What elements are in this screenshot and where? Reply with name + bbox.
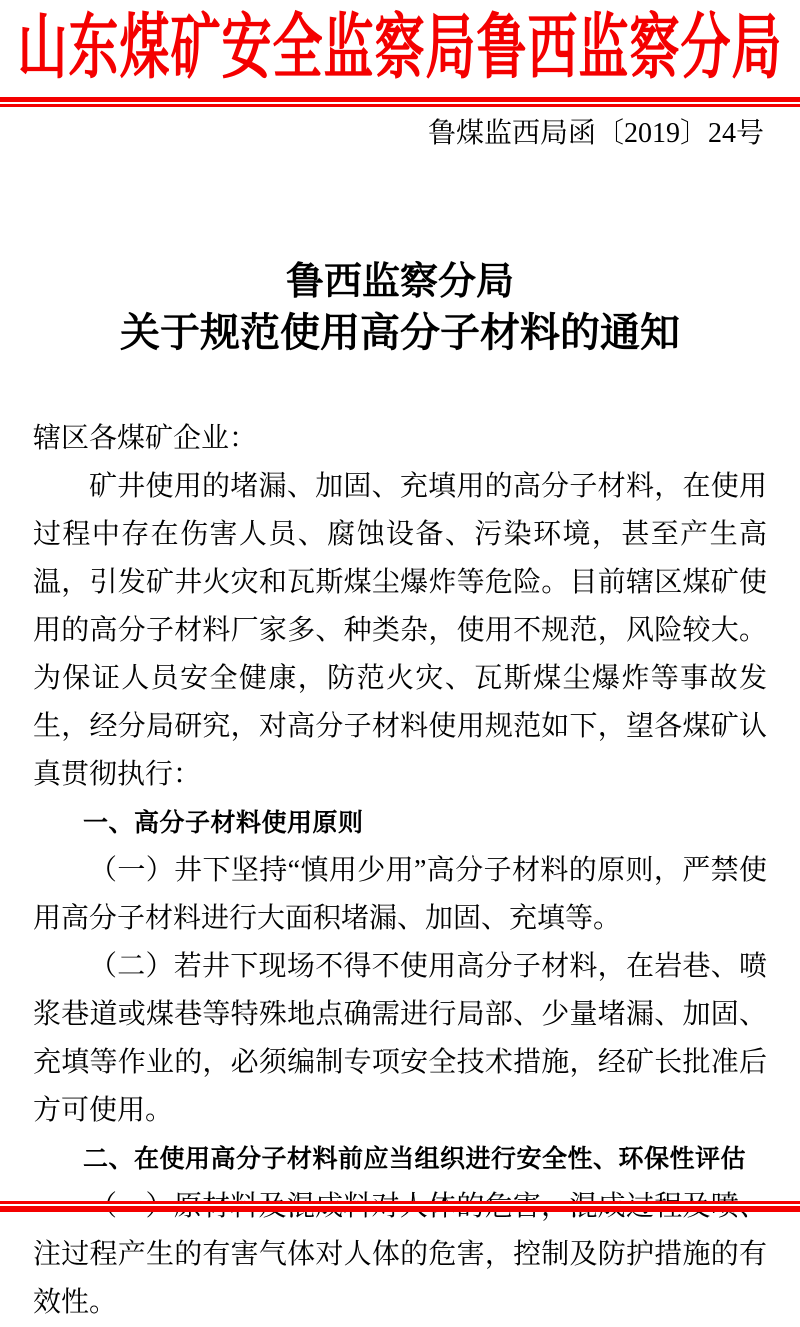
section-heading: 一、高分子材料使用原则 xyxy=(83,809,364,837)
document-title-line2: 关于规范使用高分子材料的通知 xyxy=(120,310,680,355)
document-page xyxy=(0,6,800,1318)
footer-red-rule xyxy=(0,1201,800,1212)
section-heading: 二、在使用高分子材料前应当组织进行安全性、环保性评估 xyxy=(83,1145,747,1173)
body-paragraph: （二）若井下现场不得不使用高分子材料，在岩巷、喷浆巷道或煤巷等特殊地点确需进行局部、少量堵漏、加固、充填等作业的，必须编制专项安全技术措施，经矿长批准后方可使用。 xyxy=(33,951,767,1126)
body-paragraph: 矿井使用的堵漏、加固、充填用的高分子材料，在使用过程中存在伤害人员、腐蚀设备、污染环境，甚至产生高温，引发矿井火灾和瓦斯煤尘爆炸等危险。目前辖区煤矿使用的高分子材料厂家多、种类杂，使用不规范，风险较大。为保证人员安全健康，防范火灾、瓦斯煤尘爆炸等事故发生，经分局研究，对高分子材料使用规范如下，望各煤矿认真贯彻执行： xyxy=(33,471,767,790)
body-paragraph: 注过程产生的有害气体对人体的危害，控制及防护措施的有效性。 xyxy=(33,1239,767,1318)
footer-rule-thick-line xyxy=(0,1206,800,1212)
salutation-line: 辖区各煤矿企业： xyxy=(33,423,258,454)
body-paragraph: （一）井下坚持“慎用少用”高分子材料的原则，严禁使用高分子材料进行大面积堵漏、加固、充填等。 xyxy=(33,855,767,934)
document-title-line1: 鲁西监察分局 xyxy=(285,261,514,303)
document-body xyxy=(33,415,767,1327)
document-reference-number: 鲁煤监西局函〔2019〕24号 xyxy=(427,118,764,149)
document-title xyxy=(0,257,800,359)
letterhead-agency-title: 山东煤矿安全监察局鲁西监察分局 xyxy=(17,7,783,87)
